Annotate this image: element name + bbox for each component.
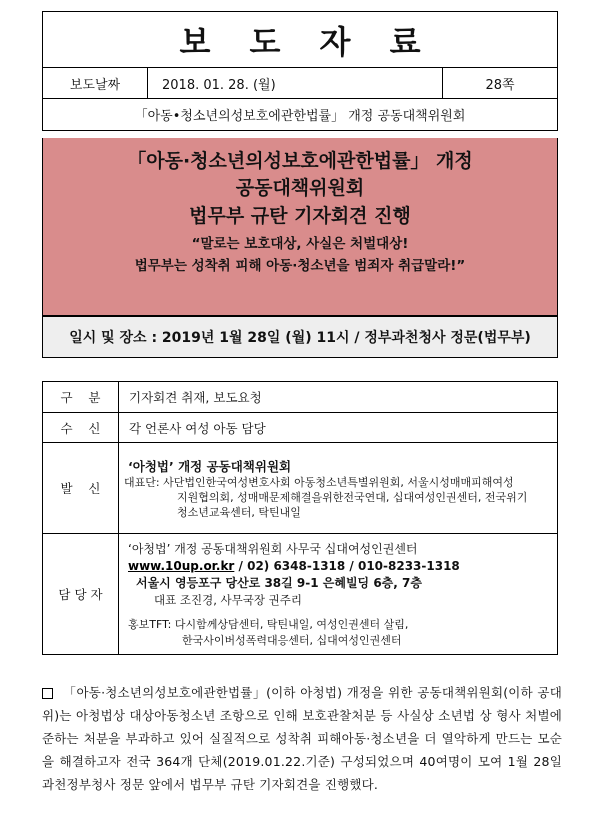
- body-paragraph: [42, 681, 562, 796]
- sender-line: 지원협의회, 성매매문제해결을위한전국연대, 십대여성인권센터, 전국위기: [177, 491, 528, 504]
- headline-quote-1: “말로는 보호대상, 사실은 처벌대상!: [191, 236, 409, 252]
- headline-line-3: 법무부 규탄 기자회견 진행: [189, 205, 411, 227]
- website-link[interactable]: www.10up.or.kr: [128, 559, 235, 573]
- sender-line: 대표단: 사단법인한국여성변호사회 아동청소년특별위원회, 서울시성매매피해여성: [124, 476, 514, 489]
- page-count: 28쪽: [485, 77, 515, 93]
- sender-label: 발 신: [43, 443, 119, 534]
- headline-quote-2: 법무부는 성착취 피해 아동·청소년을 범죄자 취급말라!”: [134, 258, 466, 274]
- date-value: 2018. 01. 28. (월): [148, 68, 443, 98]
- sender-cell: [119, 443, 558, 534]
- info-table: [42, 381, 558, 655]
- contact-details: [120, 535, 556, 653]
- sender-line: 청소년교육센터, 탁틴내일: [177, 506, 301, 519]
- table-row: [43, 534, 558, 655]
- contact-address: 서울시 영등포구 당산로 38길 9-1 은혜빌딩 6층, 7층: [136, 576, 422, 590]
- table-row: [43, 413, 558, 443]
- promotion-tft: [128, 617, 556, 649]
- headline-box: [42, 138, 558, 316]
- recipient-value: 각 언론사 여성 아동 담당: [119, 413, 558, 443]
- schedule-box: 일시 및 장소 : 2019년 1월 28일 (월) 11시 / 정부과천청사 정문(법무부): [42, 316, 558, 358]
- tft-line: 홍보TFT: 다시함께상담센터, 탁틴내일, 여성인권센터 살림,: [128, 618, 409, 631]
- contact-cell: [119, 534, 558, 655]
- contact-line: [128, 558, 556, 575]
- bullet-square-icon: [42, 688, 53, 699]
- table-row: [43, 443, 558, 534]
- issuing-organization: 「아동•청소년의성보호에관한법률」 개정 공동대책위원회: [134, 109, 466, 124]
- document-title: 보 도 자 료: [43, 12, 557, 68]
- contact-label: 담 당 자: [43, 534, 119, 655]
- date-row: [43, 68, 557, 99]
- contact-phone: / 02) 6348-1318 / 010-8233-1318: [234, 559, 460, 573]
- press-release-header: [42, 11, 558, 131]
- headline-line-1: 「아동·청소년의성보호에관한법률」 개정: [127, 150, 473, 172]
- table-row: [43, 382, 558, 413]
- tft-line: 한국사이버성폭력대응센터, 십대여성인권센터: [182, 634, 402, 647]
- contact-organization: ‘아청법’ 개정 공동대책위원회 사무국 십대여성인권센터: [128, 542, 418, 556]
- body-text: 「아동·청소년의성보호에관한법률」(이하 아청법) 개정을 위한 공동대책위원회(이하 공대위)는 아청법상 대상아동청소년 조항으로 인해 보호관찰처분 등 사실상 소년법 상 형사 처벌에 준하는 처분을 부과하고 있어 실질적으로 성착취 피해아동·청소년을 더 열악하게 만드는 모순을 해결하고자 전국 364개 단체(2019.01.22.기준) 구성되었으며 40여명이 모여 1월 28일 과천정부청사 정문 앞에서 법무부 규탄 기자회견을 진행했다.: [42, 685, 562, 792]
- category-label: 구 분: [43, 382, 119, 413]
- sender-title: ‘아청법’ 개정 공동대책위원회: [128, 459, 292, 474]
- category-value: 기자회견 취재, 보도요청: [119, 382, 558, 413]
- headline-line-2: 공동대책위원회: [235, 177, 365, 199]
- contact-representative: 대표 조진경, 사무국장 권주리: [154, 593, 302, 607]
- recipient-label: 수 신: [43, 413, 119, 443]
- date-label: 보도날짜: [43, 68, 148, 98]
- sender-members: [124, 475, 556, 520]
